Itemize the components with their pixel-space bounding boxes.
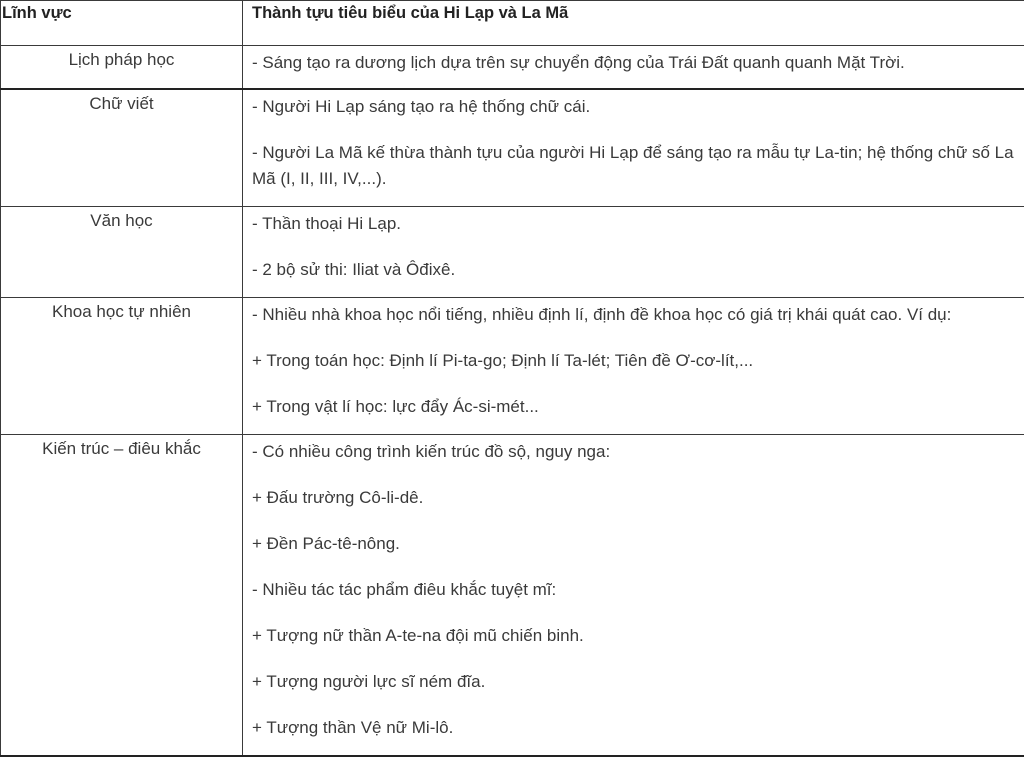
- achievement-line: + Tượng nữ thần A-te-na đội mũ chiến binh.: [252, 626, 584, 645]
- achievement-line: - Thần thoại Hi Lạp.: [252, 214, 401, 233]
- achievement-cell: [243, 46, 1024, 90]
- table-row-natural-science: [1, 298, 1024, 435]
- table-row-literature: [1, 207, 1024, 298]
- table-row-architecture-sculpture: [1, 435, 1024, 757]
- achievement-line: - Nhiều nhà khoa học nổi tiếng, nhiều định lí, định đề khoa học có giá trị khái quát cao. Ví dụ:: [252, 305, 952, 324]
- column-header-field-text: Lĩnh vực: [2, 4, 72, 22]
- field-cell: Khoa học tự nhiên: [1, 298, 243, 435]
- field-cell: Lịch pháp học: [1, 46, 243, 90]
- achievement-line: - Người La Mã kế thừa thành tựu của người Hi Lạp để sáng tạo ra mẫu tự La-tin; hệ thống chữ số La Mã (I, II, III, IV,...).: [252, 143, 1014, 188]
- achievement-line: + Đền Pác-tê-nông.: [252, 534, 400, 553]
- achievement-line: + Tượng thần Vệ nữ Mi-lô.: [252, 718, 454, 737]
- achievement-line: + Trong toán học: Định lí Pi-ta-go; Định lí Ta-lét; Tiên đề Ơ-cơ-lít,...: [252, 351, 754, 370]
- achievement-cell: [243, 435, 1024, 757]
- achievement-cell: [243, 298, 1024, 435]
- achievement-line: - 2 bộ sử thi: Iliat và Ôđixê.: [252, 260, 456, 279]
- field-cell: Kiến trúc – điêu khắc: [1, 435, 243, 757]
- table-row-calendar: [1, 46, 1024, 90]
- achievement-line: - Sáng tạo ra dương lịch dựa trên sự chuyển động của Trái Đất quanh quanh Mặt Trời.: [252, 53, 905, 72]
- field-cell: Chữ viết: [1, 89, 243, 207]
- achievement-line: + Trong vật lí học: lực đẩy Ác-si-mét...: [252, 397, 539, 416]
- column-header-achievements: [243, 1, 1024, 46]
- column-header-field: [1, 1, 243, 46]
- achievement-cell: [243, 207, 1024, 298]
- table-row-writing: [1, 89, 1024, 207]
- achievement-line: + Đấu trường Cô-li-dê.: [252, 488, 424, 507]
- table-header-row: [1, 1, 1024, 46]
- achievement-cell: [243, 89, 1024, 207]
- achievement-line: - Người Hi Lạp sáng tạo ra hệ thống chữ cái.: [252, 97, 591, 116]
- field-cell: Văn học: [1, 207, 243, 298]
- achievement-line: + Tượng người lực sĩ ném đĩa.: [252, 672, 486, 691]
- achievement-line: - Nhiều tác tác phẩm điêu khắc tuyệt mĩ:: [252, 580, 557, 599]
- column-header-achievements-text: Thành tựu tiêu biểu của Hi Lạp và La Mã: [252, 4, 569, 22]
- achievement-line: - Có nhiều công trình kiến trúc đồ sộ, nguy nga:: [252, 442, 611, 461]
